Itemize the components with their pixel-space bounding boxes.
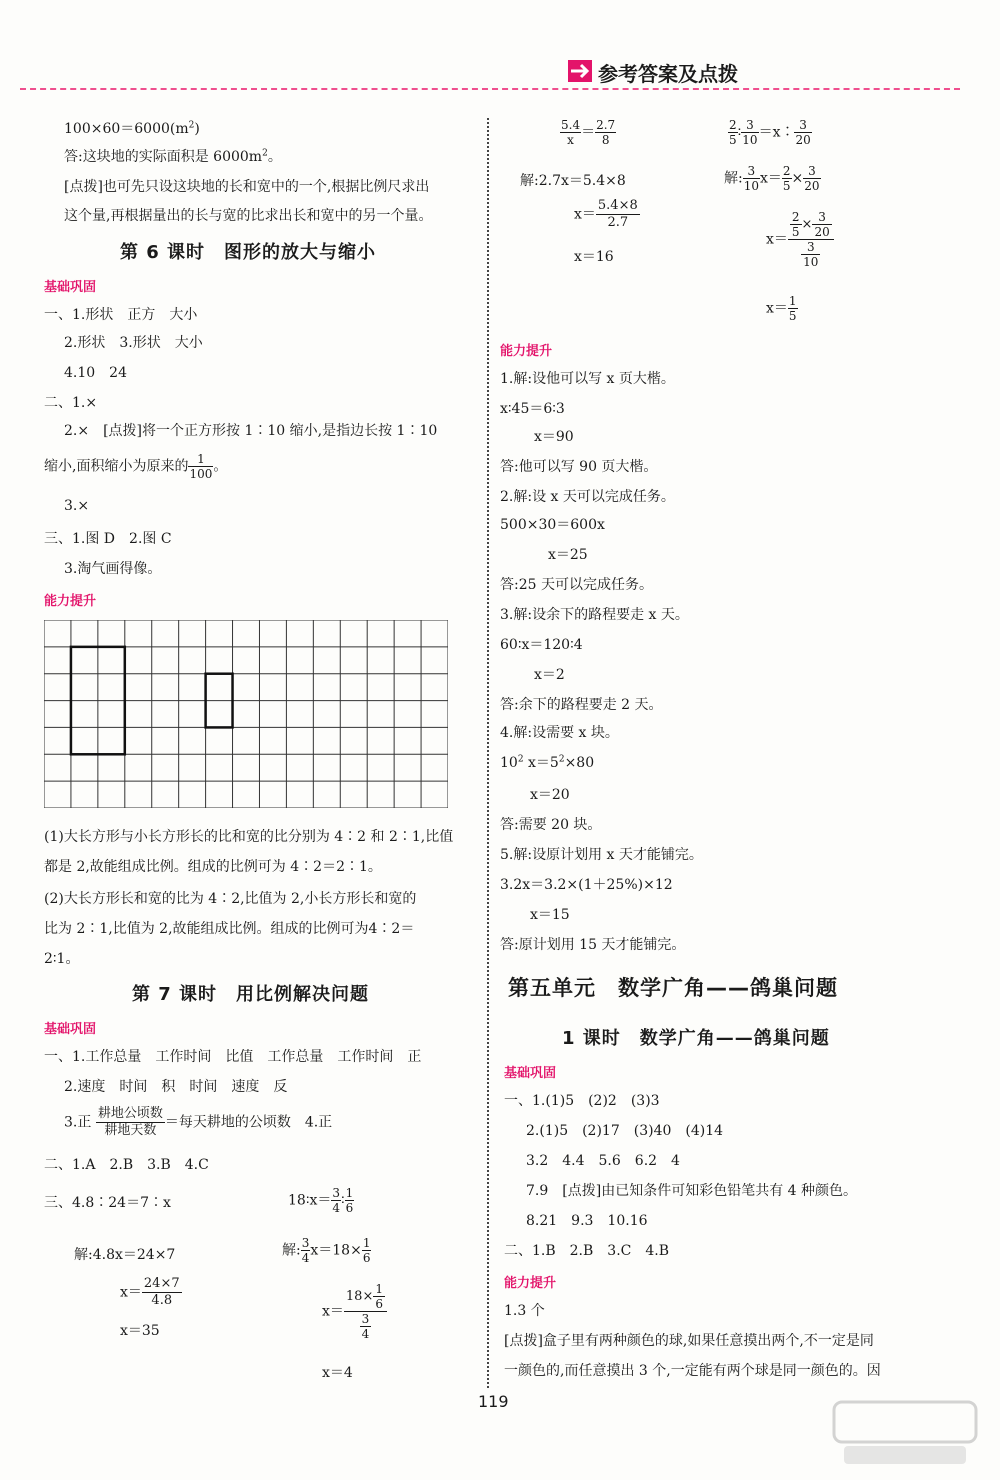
text-line: (2)大长方形长和宽的比为 4∶2,比值为 2,小长方形长和宽的 (44, 891, 417, 907)
square-grid (44, 620, 448, 808)
text-line: 都是 2,故能组成比例。组成的比例可为 4∶2＝2∶1。 (44, 859, 382, 875)
text-line: 2∶1。 (44, 951, 80, 967)
text-line: 3.正 耕地公顷数 耕地天数 ＝每天耕地的公顷数 4.正 (64, 1106, 333, 1138)
fraction: $\frac{1}{6}$ (362, 1236, 371, 1265)
text-line: 8.21 9.3 10.16 (526, 1213, 648, 1229)
text-line: 4.解:设需要 x 块。 (500, 725, 619, 741)
text-line: 答:余下的路程要走 2 天。 (500, 697, 663, 713)
text-line: 答:25 天可以完成任务。 (500, 577, 653, 593)
fraction: $\frac{5.4}{x}$ (561, 118, 581, 147)
fraction: $\frac{3}{4}$ (301, 1236, 310, 1265)
text-line: x＝15 (530, 907, 570, 923)
lesson-1-title: 1 课时 数学广角——鸽巢问题 (562, 1028, 830, 1049)
text-line: x＝4 (322, 1365, 353, 1381)
text-line: $10^2$ $x=5^2\times 80$ (500, 754, 595, 771)
text-line: x∶45＝6∶3 (500, 401, 565, 417)
text-line: 60∶x＝120∶4 (500, 637, 583, 653)
column-divider (487, 118, 489, 1388)
section-label-improve: 能力提升 (500, 344, 553, 359)
text-line: 解:4.8x＝24×7 (74, 1247, 176, 1263)
text-line: x＝20 (530, 787, 570, 803)
header-arrow-icon (568, 60, 592, 82)
text-line: 7.9 [点拨]由已知条件可知彩色铅笔共有 4 种颜色。 (526, 1183, 857, 1199)
text-line: [点拨]也可先只设这块地的长和宽中的一个,根据比例尺求出 (64, 179, 430, 195)
text-line: x＝ $\frac{5.4\times 8}{2.7}$ (574, 198, 638, 230)
compound-fraction: 18× $\frac{1}{6}$ $\frac{3}{4}$ (344, 1282, 387, 1341)
text-line: 二、1.× (44, 395, 98, 411)
text-line: 三、1.图 D 2.图 C (44, 531, 172, 547)
text-line: $\frac{5.4}{x}$ ＝ $\frac{2.7}{8}$ (561, 118, 616, 147)
text-line: 三、4.8∶24＝7∶x (44, 1195, 171, 1211)
text-line: x＝35 (120, 1323, 160, 1339)
text-line: 1.解:设他可以写 x 页大楷。 (500, 371, 675, 387)
lesson-6-title: 第 6 课时 图形的放大与缩小 (120, 242, 377, 263)
text-line: 2.速度 时间 积 时间 速度 反 (64, 1079, 288, 1095)
section-label-basic: 基础巩固 (44, 1022, 97, 1037)
fraction: $\frac{1}{100}$ (189, 452, 213, 481)
page-number: 119 (478, 1392, 509, 1411)
text-line: 一、1.(1)5 (2)2 (3)3 (504, 1093, 660, 1109)
fraction: $\frac{1}{6}$ (375, 1282, 383, 1311)
section-label-improve: 能力提升 (504, 1276, 557, 1291)
text-line: x＝ 18× $\frac{1}{6}$ $\frac{3}{4}$ (322, 1282, 387, 1341)
text-line: 答:他可以写 90 页大楷。 (500, 459, 658, 475)
compound-fraction: $\frac{2}{5}$ × $\frac{3}{20}$ $\frac{3}{10}$ (788, 210, 834, 269)
text-line: x＝16 (574, 249, 614, 265)
fraction: $\frac{3}{10}$ (743, 164, 759, 193)
fraction: $\frac{5.4\times 8}{2.7}$ (597, 198, 638, 230)
fraction: $\frac{3}{20}$ (804, 164, 820, 193)
text-line: 一、1.形状 正方 大小 (44, 307, 198, 323)
header-divider (20, 88, 960, 90)
text-line: 解:2.7x＝5.4×8 (520, 173, 626, 189)
fraction: $\frac{3}{4}$ (332, 1186, 340, 1215)
text-line: 3.2x＝3.2×(1＋25%)×12 (500, 877, 673, 893)
text-line: x＝ $\frac{2}{5}$ × $\frac{3}{20}$ $\frac{3}{10}$ (766, 210, 834, 269)
fraction: $\frac{3}{10}$ (803, 240, 819, 269)
text-line: (1)大长方形与小长方形长的比和宽的比分别为 4∶2 和 2∶1,比值 (44, 829, 454, 845)
text-line: 2.(1)5 (2)17 (3)40 (4)14 (526, 1123, 724, 1139)
text-line: 3.× (64, 498, 90, 514)
text-line: 2.× [点拨]将一个正方形按 1∶10 缩小,是指边长按 1∶10 (64, 423, 438, 439)
text-line: 5.解:设原计划用 x 天才能铺完。 (500, 847, 703, 863)
text-line: 4.10 24 (64, 365, 127, 381)
fraction: $\frac{1}{5}$ (788, 294, 797, 323)
fraction: $\frac{2}{5}$ (782, 164, 791, 193)
text-line: 缩小,面积缩小为原来的 $\frac{1}{100}$ 。 (44, 452, 228, 481)
text-line: 18∶x＝ $\frac{3}{4}$ ∶ $\frac{1}{6}$ (288, 1186, 354, 1215)
section-label-basic: 基础巩固 (504, 1066, 557, 1081)
text-line: $100\times 60=6000(m^2)$ (64, 120, 200, 137)
unit-5-title: 第五单元 数学广角——鸽巢问题 (508, 976, 838, 1000)
text-line: x＝90 (534, 429, 574, 445)
lesson-7-title: 第 7 课时 用比例解决问题 (132, 984, 370, 1005)
fraction: 耕地公顷数 耕地天数 (97, 1106, 163, 1138)
text-line: 二、1.B 2.B 3.C 4.B (504, 1243, 670, 1259)
text-line: 答:需要 20 块。 (500, 817, 602, 833)
text-line: 500×30＝600x (500, 517, 605, 533)
text-line: x＝ $\frac{24\times 7}{4.8}$ (120, 1276, 180, 1308)
text-line: 解: $\frac{3}{10}$ x＝ $\frac{2}{5}$ × $\frac{3}{20}$ (724, 164, 820, 193)
text-line: x＝2 (534, 667, 565, 683)
text-line: 1.3 个 (504, 1303, 545, 1319)
fraction: $\frac{3}{10}$ (742, 118, 758, 147)
text-line: [点拨]盒子里有两种颜色的球,如果任意摸出两个,不一定是同 (504, 1333, 874, 1349)
text-line: 答:原计划用 15 天才能铺完。 (500, 937, 686, 953)
text-line: 3.淘气画得像。 (64, 561, 162, 577)
text-line: 答:这块地的实际面积是 $6000m^2$。 (64, 148, 282, 165)
text-line: 解: $\frac{3}{4}$ x＝18× $\frac{1}{6}$ (282, 1236, 371, 1265)
text-line: 比为 2∶1,比值为 2,故能组成比例。组成的比例可为4∶2＝ (44, 921, 415, 937)
text-line: 一、1.工作总量 工作时间 比值 工作总量 工作时间 正 (44, 1049, 422, 1065)
fraction: $\frac{3}{20}$ (795, 118, 811, 147)
text-line: 2.解:设 x 天可以完成任务。 (500, 489, 675, 505)
text-line: 3.2 4.4 5.6 6.2 4 (526, 1153, 680, 1169)
fraction: $\frac{2.7}{8}$ (596, 118, 616, 147)
text-line: 这个量,再根据量出的长与宽的比求出长和宽中的另一个量。 (64, 208, 433, 224)
fraction: $\frac{2}{5}$ (729, 118, 737, 147)
text-line: 一颜色的,而任意摸出 3 个,一定能有两个球是同一颜色的。因 (504, 1363, 881, 1379)
text-line: x＝25 (548, 547, 588, 563)
fraction: $\frac{3}{20}$ (814, 210, 830, 239)
text-line: $\frac{2}{5}$ ∶ $\frac{3}{10}$ ＝x∶ $\frac{3}{20}$ (729, 118, 811, 147)
fraction: $\frac{24\times 7}{4.8}$ (143, 1276, 180, 1308)
text-line: x＝ $\frac{1}{5}$ (766, 294, 797, 323)
text-line: 3.解:设余下的路程要走 x 天。 (500, 607, 689, 623)
watermark-logo (830, 1398, 980, 1468)
fraction: $\frac{2}{5}$ (791, 210, 800, 239)
text-line: 二、1.A 2.B 3.B 4.C (44, 1157, 209, 1173)
fraction: $\frac{3}{4}$ (361, 1312, 370, 1341)
section-label-basic: 基础巩固 (44, 280, 97, 295)
header-title: 参考答案及点拨 (598, 62, 738, 86)
section-label-improve: 能力提升 (44, 594, 97, 609)
fraction: $\frac{1}{6}$ (345, 1186, 354, 1215)
text-line: 2.形状 3.形状 大小 (64, 335, 203, 351)
